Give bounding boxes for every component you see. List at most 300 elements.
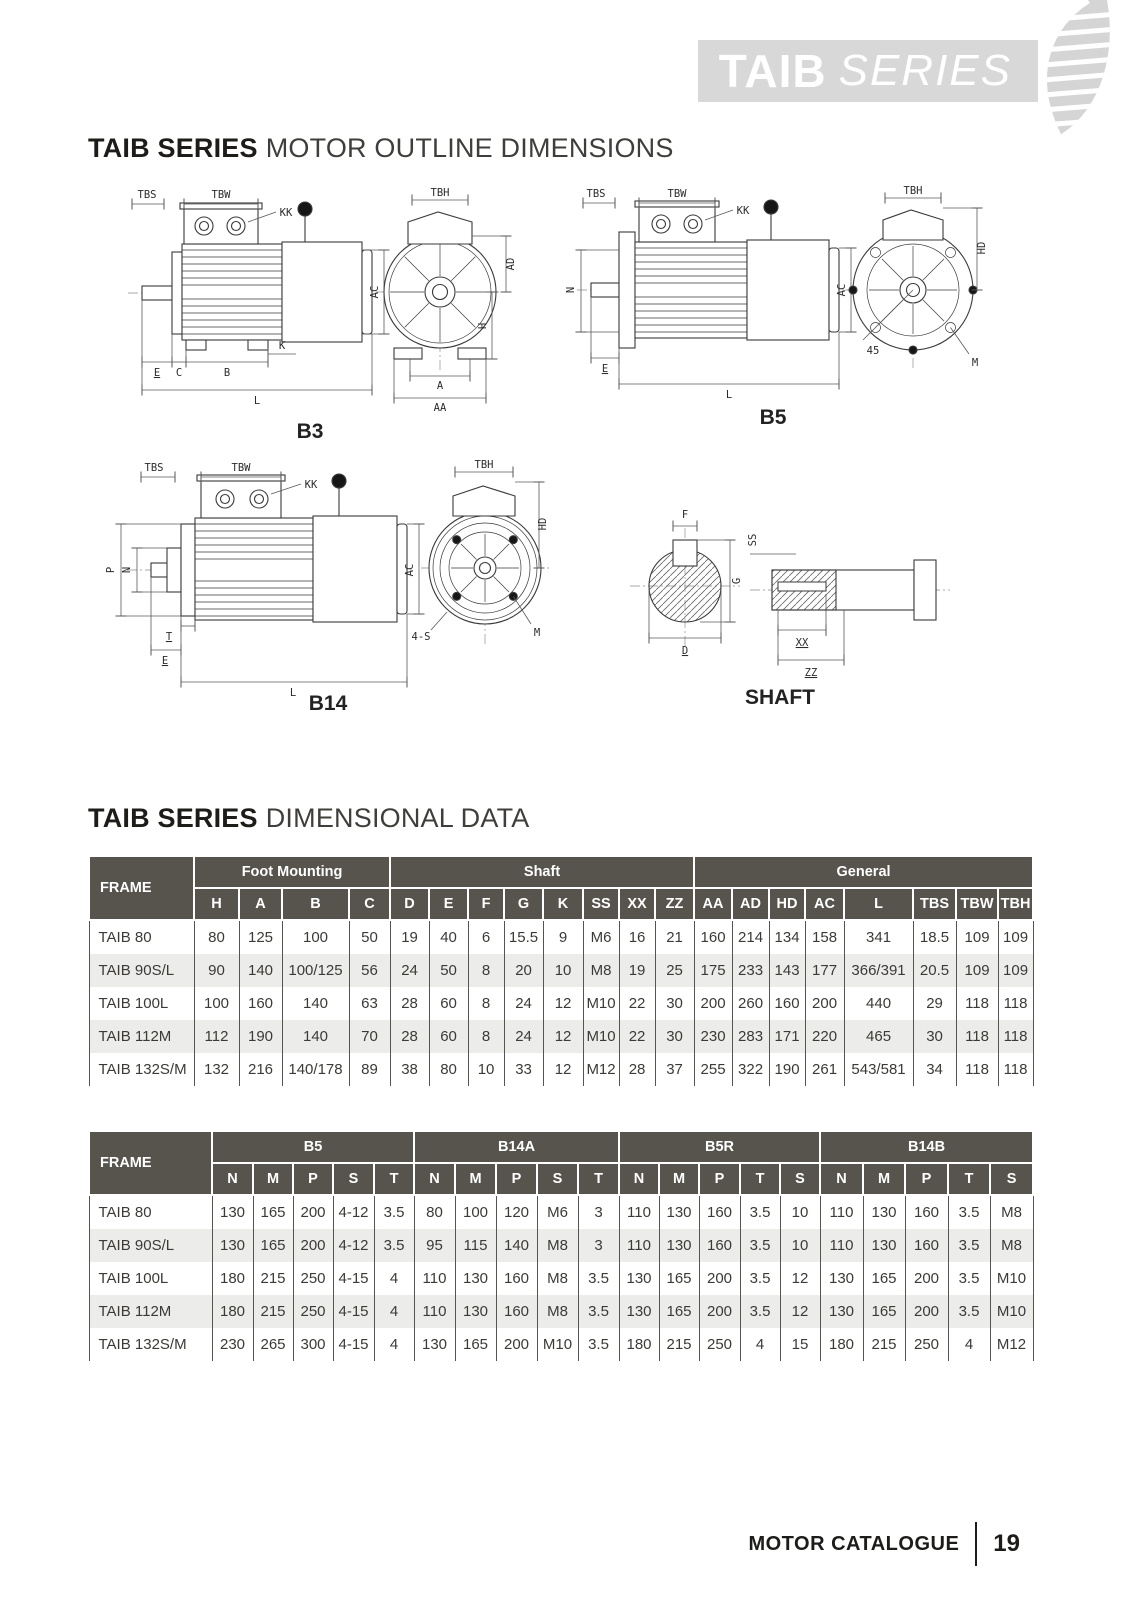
frame-cell: TAIB 100L xyxy=(89,987,194,1020)
frame-cell: TAIB 100L xyxy=(89,1262,212,1295)
cell: 56 xyxy=(349,954,390,987)
dim-label-ac: AC xyxy=(369,285,381,299)
dim-label-m: M xyxy=(533,627,541,639)
cell: 118 xyxy=(956,987,998,1020)
cell: M10 xyxy=(583,1020,619,1053)
cell: 190 xyxy=(769,1053,805,1086)
column-header: T xyxy=(948,1163,990,1195)
cell: 140 xyxy=(282,1020,349,1053)
cell: 10 xyxy=(468,1053,504,1086)
footer-divider xyxy=(975,1522,977,1566)
column-header: C xyxy=(349,888,390,920)
cell: 230 xyxy=(212,1328,253,1361)
cell: 171 xyxy=(769,1020,805,1053)
dim-label-d: D xyxy=(681,645,689,657)
dim-label-tbw: TBW xyxy=(667,188,687,200)
cell: 8 xyxy=(468,1020,504,1053)
cell: 190 xyxy=(239,1020,282,1053)
cell: 215 xyxy=(253,1262,293,1295)
cell: 180 xyxy=(820,1328,863,1361)
cell: M8 xyxy=(990,1229,1033,1262)
cell: 200 xyxy=(699,1262,740,1295)
column-header: T xyxy=(740,1163,780,1195)
shaft-drawing xyxy=(600,478,960,683)
cell: 22 xyxy=(619,1020,655,1053)
b3-caption: B3 xyxy=(296,420,324,443)
cell: 214 xyxy=(732,920,769,954)
cell: 110 xyxy=(619,1195,659,1229)
cell: 3 xyxy=(578,1229,619,1262)
b14-caption: B14 xyxy=(308,692,348,715)
cell: 140 xyxy=(282,987,349,1020)
banner-subtitle: SERIES xyxy=(838,46,1012,95)
cell: 10 xyxy=(780,1195,820,1229)
cell: 3.5 xyxy=(740,1229,780,1262)
cell: 20.5 xyxy=(913,954,956,987)
table-row xyxy=(89,954,1033,987)
column-header: N xyxy=(619,1163,659,1195)
dim-label-ad: AD xyxy=(505,257,517,271)
cell: 130 xyxy=(619,1295,659,1328)
dim-label-e: E xyxy=(601,363,609,375)
column-header: K xyxy=(543,888,583,920)
group-header-row xyxy=(89,856,1033,888)
cell: 3.5 xyxy=(740,1262,780,1295)
dim-label-ac: AC xyxy=(836,283,848,297)
cell: M6 xyxy=(537,1195,578,1229)
dim-label-tbs: TBS xyxy=(144,462,164,474)
cell: 140/178 xyxy=(282,1053,349,1086)
cell: 165 xyxy=(863,1262,905,1295)
cell: 130 xyxy=(414,1328,455,1361)
cell: 110 xyxy=(820,1195,863,1229)
dim-label-tbw: TBW xyxy=(231,462,251,474)
cell: 12 xyxy=(543,1053,583,1086)
cell: 250 xyxy=(905,1328,948,1361)
cell: 3.5 xyxy=(740,1195,780,1229)
cell: 140 xyxy=(239,954,282,987)
cell: M8 xyxy=(583,954,619,987)
b14-front-view xyxy=(412,459,549,646)
group-header-shaft: Shaft xyxy=(390,856,694,888)
cell: 200 xyxy=(293,1229,333,1262)
column-header: S xyxy=(333,1163,374,1195)
table-row xyxy=(89,1195,1033,1229)
cell: 30 xyxy=(655,987,694,1020)
column-header: M xyxy=(659,1163,699,1195)
dim-label-tbs: TBS xyxy=(137,189,157,201)
dim-label-b: B xyxy=(223,367,231,379)
cell: M10 xyxy=(583,987,619,1020)
cell: 8 xyxy=(468,987,504,1020)
cell: M12 xyxy=(583,1053,619,1086)
cell: 160 xyxy=(496,1262,537,1295)
dim-label-k: K xyxy=(278,340,286,352)
cell: 160 xyxy=(905,1229,948,1262)
cell: 180 xyxy=(212,1295,253,1328)
dim-label-kk: KK xyxy=(279,207,293,219)
cell: 283 xyxy=(732,1020,769,1053)
dim-label-l: L xyxy=(289,687,297,699)
group-header-foot-mounting: Foot Mounting xyxy=(194,856,390,888)
shaft-side-view xyxy=(747,534,950,679)
cell: M8 xyxy=(537,1229,578,1262)
dim-label-45: 45 xyxy=(866,345,880,357)
cell: 10 xyxy=(780,1229,820,1262)
cell: 90 xyxy=(194,954,239,987)
column-header: P xyxy=(293,1163,333,1195)
b3-front-view xyxy=(376,187,517,414)
cell: 118 xyxy=(998,1053,1033,1086)
cell: 37 xyxy=(655,1053,694,1086)
cell: 50 xyxy=(349,920,390,954)
b3-drawing xyxy=(100,186,520,418)
cell: 215 xyxy=(863,1328,905,1361)
cell: 4 xyxy=(948,1328,990,1361)
cell: 34 xyxy=(913,1053,956,1086)
banner-title: TAIB xyxy=(718,45,827,97)
cell: 12 xyxy=(780,1295,820,1328)
cell: 165 xyxy=(659,1295,699,1328)
frame-cell: TAIB 80 xyxy=(89,920,194,954)
section-title-rest: DIMENSIONAL DATA xyxy=(265,803,530,833)
cell: M6 xyxy=(583,920,619,954)
column-header: HD xyxy=(769,888,805,920)
cell: 175 xyxy=(694,954,732,987)
cell: 3.5 xyxy=(740,1295,780,1328)
cell: 322 xyxy=(732,1053,769,1086)
table-row xyxy=(89,920,1033,954)
cell: 160 xyxy=(769,987,805,1020)
frame-cell: TAIB 132S/M xyxy=(89,1053,194,1086)
frame-cell: TAIB 90S/L xyxy=(89,1229,212,1262)
column-header: H xyxy=(194,888,239,920)
column-header: T xyxy=(374,1163,414,1195)
dim-label-n: N xyxy=(565,286,577,294)
b5-side-view xyxy=(565,188,855,401)
cell: 200 xyxy=(293,1195,333,1229)
group-header-b5: B5 xyxy=(212,1131,414,1163)
cell: 18.5 xyxy=(913,920,956,954)
cell: 89 xyxy=(349,1053,390,1086)
cell: 100/125 xyxy=(282,954,349,987)
b14-drawing xyxy=(103,459,553,699)
cell: M8 xyxy=(990,1195,1033,1229)
cell: 30 xyxy=(655,1020,694,1053)
cell: 215 xyxy=(253,1295,293,1328)
column-header: P xyxy=(905,1163,948,1195)
cell: 8 xyxy=(468,954,504,987)
table-row xyxy=(89,987,1033,1020)
table-row xyxy=(89,1262,1033,1295)
cell: 109 xyxy=(998,920,1033,954)
cell: 24 xyxy=(504,1020,543,1053)
table-row xyxy=(89,1053,1033,1086)
cell: 24 xyxy=(390,954,429,987)
dim-label-hd: HD xyxy=(976,241,988,255)
cell: 130 xyxy=(212,1195,253,1229)
cell: 3.5 xyxy=(948,1295,990,1328)
cell: 140 xyxy=(496,1229,537,1262)
cell: 28 xyxy=(619,1053,655,1086)
cell: 3.5 xyxy=(578,1262,619,1295)
column-header-frame: FRAME xyxy=(89,1131,212,1195)
column-header: D xyxy=(390,888,429,920)
column-header: ZZ xyxy=(655,888,694,920)
cell: 165 xyxy=(455,1328,496,1361)
column-header-frame: FRAME xyxy=(89,856,194,920)
cell: 177 xyxy=(805,954,844,987)
cell: 16 xyxy=(619,920,655,954)
column-header: AC xyxy=(805,888,844,920)
dim-label-e: E xyxy=(161,655,169,667)
group-header-b14b: B14B xyxy=(820,1131,1033,1163)
cell: 4-12 xyxy=(333,1229,374,1262)
column-header: SS xyxy=(583,888,619,920)
frame-cell: TAIB 90S/L xyxy=(89,954,194,987)
column-header: P xyxy=(699,1163,740,1195)
group-header-b14a: B14A xyxy=(414,1131,619,1163)
column-header: A xyxy=(239,888,282,920)
cell: 25 xyxy=(655,954,694,987)
cell: 120 xyxy=(496,1195,537,1229)
logo-swoosh-icon xyxy=(1018,0,1118,138)
dim-label-h: H xyxy=(477,322,489,330)
cell: 70 xyxy=(349,1020,390,1053)
cell: 200 xyxy=(496,1328,537,1361)
cell: 118 xyxy=(998,987,1033,1020)
cell: 3.5 xyxy=(578,1295,619,1328)
cell: 50 xyxy=(429,954,468,987)
section-title-bold: TAIB SERIES xyxy=(88,803,258,833)
b3-side-view xyxy=(128,189,388,407)
cell: 3 xyxy=(578,1195,619,1229)
b5-caption: B5 xyxy=(759,406,787,429)
cell: 130 xyxy=(863,1195,905,1229)
dim-label-tbh: TBH xyxy=(430,187,450,199)
b14-side-view xyxy=(105,462,423,699)
cell: M8 xyxy=(537,1262,578,1295)
cell: 160 xyxy=(239,987,282,1020)
dim-label-aa: AA xyxy=(433,402,447,414)
cell: 112 xyxy=(194,1020,239,1053)
cell: 165 xyxy=(659,1262,699,1295)
cell: 130 xyxy=(863,1229,905,1262)
cell: 4 xyxy=(740,1328,780,1361)
cell: 33 xyxy=(504,1053,543,1086)
dimensional-data-table-2 xyxy=(88,1130,1034,1361)
cell: 130 xyxy=(619,1262,659,1295)
page-footer xyxy=(600,1522,1020,1566)
dim-label-hd: HD xyxy=(537,517,549,531)
cell: 19 xyxy=(619,954,655,987)
dim-label-kk: KK xyxy=(304,479,318,491)
cell: 143 xyxy=(769,954,805,987)
cell: M10 xyxy=(537,1328,578,1361)
cell: 130 xyxy=(820,1262,863,1295)
dim-label-xx: XX xyxy=(795,637,809,649)
cell: 250 xyxy=(293,1262,333,1295)
dim-label-tbw: TBW xyxy=(211,189,231,201)
dim-label-l: L xyxy=(253,395,261,407)
cell: 130 xyxy=(212,1229,253,1262)
cell: 160 xyxy=(496,1295,537,1328)
cell: 300 xyxy=(293,1328,333,1361)
cell: 100 xyxy=(282,920,349,954)
column-header: T xyxy=(578,1163,619,1195)
cell: 3.5 xyxy=(374,1195,414,1229)
cell: 28 xyxy=(390,987,429,1020)
frame-cell: TAIB 112M xyxy=(89,1020,194,1053)
column-header: XX xyxy=(619,888,655,920)
column-header: AD xyxy=(732,888,769,920)
dim-label-e: E xyxy=(153,367,161,379)
cell: 109 xyxy=(998,954,1033,987)
cell: 465 xyxy=(844,1020,913,1053)
column-header: AA xyxy=(694,888,732,920)
cell: 80 xyxy=(194,920,239,954)
cell: 4-15 xyxy=(333,1262,374,1295)
cell: 110 xyxy=(619,1229,659,1262)
dimensional-data-table-1 xyxy=(88,855,1034,1086)
dim-label-tbs: TBS xyxy=(586,188,606,200)
cell: 3.5 xyxy=(948,1262,990,1295)
cell: 250 xyxy=(293,1295,333,1328)
dim-label-kk: KK xyxy=(736,205,750,217)
cell: 165 xyxy=(253,1195,293,1229)
cell: 180 xyxy=(212,1262,253,1295)
dim-label-a: A xyxy=(436,380,444,392)
frame-cell: TAIB 80 xyxy=(89,1195,212,1229)
cell: 12 xyxy=(780,1262,820,1295)
cell: 29 xyxy=(913,987,956,1020)
cell: 6 xyxy=(468,920,504,954)
cell: M10 xyxy=(990,1262,1033,1295)
group-header-row xyxy=(89,1131,1033,1163)
b5-front-view xyxy=(845,185,988,369)
column-header: TBH xyxy=(998,888,1033,920)
cell: 3.5 xyxy=(578,1328,619,1361)
column-header: TBW xyxy=(956,888,998,920)
column-header-row xyxy=(89,888,1033,920)
cell: 4 xyxy=(374,1262,414,1295)
cell: 4 xyxy=(374,1328,414,1361)
cell: 15.5 xyxy=(504,920,543,954)
cell: M8 xyxy=(537,1295,578,1328)
column-header: B xyxy=(282,888,349,920)
cell: 115 xyxy=(455,1229,496,1262)
cell: 130 xyxy=(659,1195,699,1229)
cell: 10 xyxy=(543,954,583,987)
dim-label-zz: ZZ xyxy=(804,667,818,679)
cell: 233 xyxy=(732,954,769,987)
shaft-caption: SHAFT xyxy=(745,686,815,709)
cell: 132 xyxy=(194,1053,239,1086)
cell: 4-15 xyxy=(333,1328,374,1361)
section-title-outline-dimensions xyxy=(88,133,674,164)
table-row xyxy=(89,1328,1033,1361)
cell: 22 xyxy=(619,987,655,1020)
cell: 134 xyxy=(769,920,805,954)
cell: 200 xyxy=(905,1262,948,1295)
cell: 19 xyxy=(390,920,429,954)
cell: 110 xyxy=(414,1295,455,1328)
cell: 30 xyxy=(913,1020,956,1053)
cell: 100 xyxy=(194,987,239,1020)
dim-label-tbh: TBH xyxy=(474,459,494,471)
cell: 130 xyxy=(820,1295,863,1328)
cell: 200 xyxy=(805,987,844,1020)
dim-label-4s: 4-S xyxy=(411,631,431,643)
header-banner xyxy=(698,40,1038,102)
cell: 160 xyxy=(694,920,732,954)
cell: 20 xyxy=(504,954,543,987)
cell: 366/391 xyxy=(844,954,913,987)
dim-label-n: N xyxy=(121,566,133,574)
cell: 200 xyxy=(694,987,732,1020)
column-header: L xyxy=(844,888,913,920)
table-row xyxy=(89,1229,1033,1262)
cell: 118 xyxy=(956,1053,998,1086)
cell: 80 xyxy=(429,1053,468,1086)
cell: 95 xyxy=(414,1229,455,1262)
column-header: N xyxy=(212,1163,253,1195)
cell: 130 xyxy=(659,1229,699,1262)
group-header-b5r: B5R xyxy=(619,1131,820,1163)
column-header: S xyxy=(537,1163,578,1195)
section-title-rest: MOTOR OUTLINE DIMENSIONS xyxy=(265,133,674,163)
section-title-bold: TAIB SERIES xyxy=(88,133,258,163)
cell: 216 xyxy=(239,1053,282,1086)
dim-label-ac: AC xyxy=(404,563,416,577)
cell: 38 xyxy=(390,1053,429,1086)
section-title-dimensional-data xyxy=(88,803,529,834)
cell: 109 xyxy=(956,954,998,987)
dim-label-tbh: TBH xyxy=(903,185,923,197)
dim-label-t: T xyxy=(165,631,173,643)
cell: 250 xyxy=(699,1328,740,1361)
cell: 15 xyxy=(780,1328,820,1361)
cell: 125 xyxy=(239,920,282,954)
column-header: M xyxy=(863,1163,905,1195)
cell: 40 xyxy=(429,920,468,954)
column-header: M xyxy=(253,1163,293,1195)
cell: 4 xyxy=(374,1295,414,1328)
column-header: F xyxy=(468,888,504,920)
cell: 24 xyxy=(504,987,543,1020)
dim-label-p: P xyxy=(105,566,117,574)
cell: 158 xyxy=(805,920,844,954)
cell: 160 xyxy=(699,1195,740,1229)
dim-label-c: C xyxy=(175,367,183,379)
page-number: 19 xyxy=(993,1530,1020,1557)
table-row xyxy=(89,1020,1033,1053)
cell: M10 xyxy=(990,1295,1033,1328)
cell: 230 xyxy=(694,1020,732,1053)
frame-cell: TAIB 132S/M xyxy=(89,1328,212,1361)
cell: 110 xyxy=(820,1229,863,1262)
column-header: S xyxy=(990,1163,1033,1195)
cell: 100 xyxy=(455,1195,496,1229)
table-row xyxy=(89,1295,1033,1328)
column-header: S xyxy=(780,1163,820,1195)
cell: 440 xyxy=(844,987,913,1020)
cell: 118 xyxy=(956,1020,998,1053)
cell: 4-15 xyxy=(333,1295,374,1328)
cell: 63 xyxy=(349,987,390,1020)
cell: 60 xyxy=(429,987,468,1020)
cell: 109 xyxy=(956,920,998,954)
